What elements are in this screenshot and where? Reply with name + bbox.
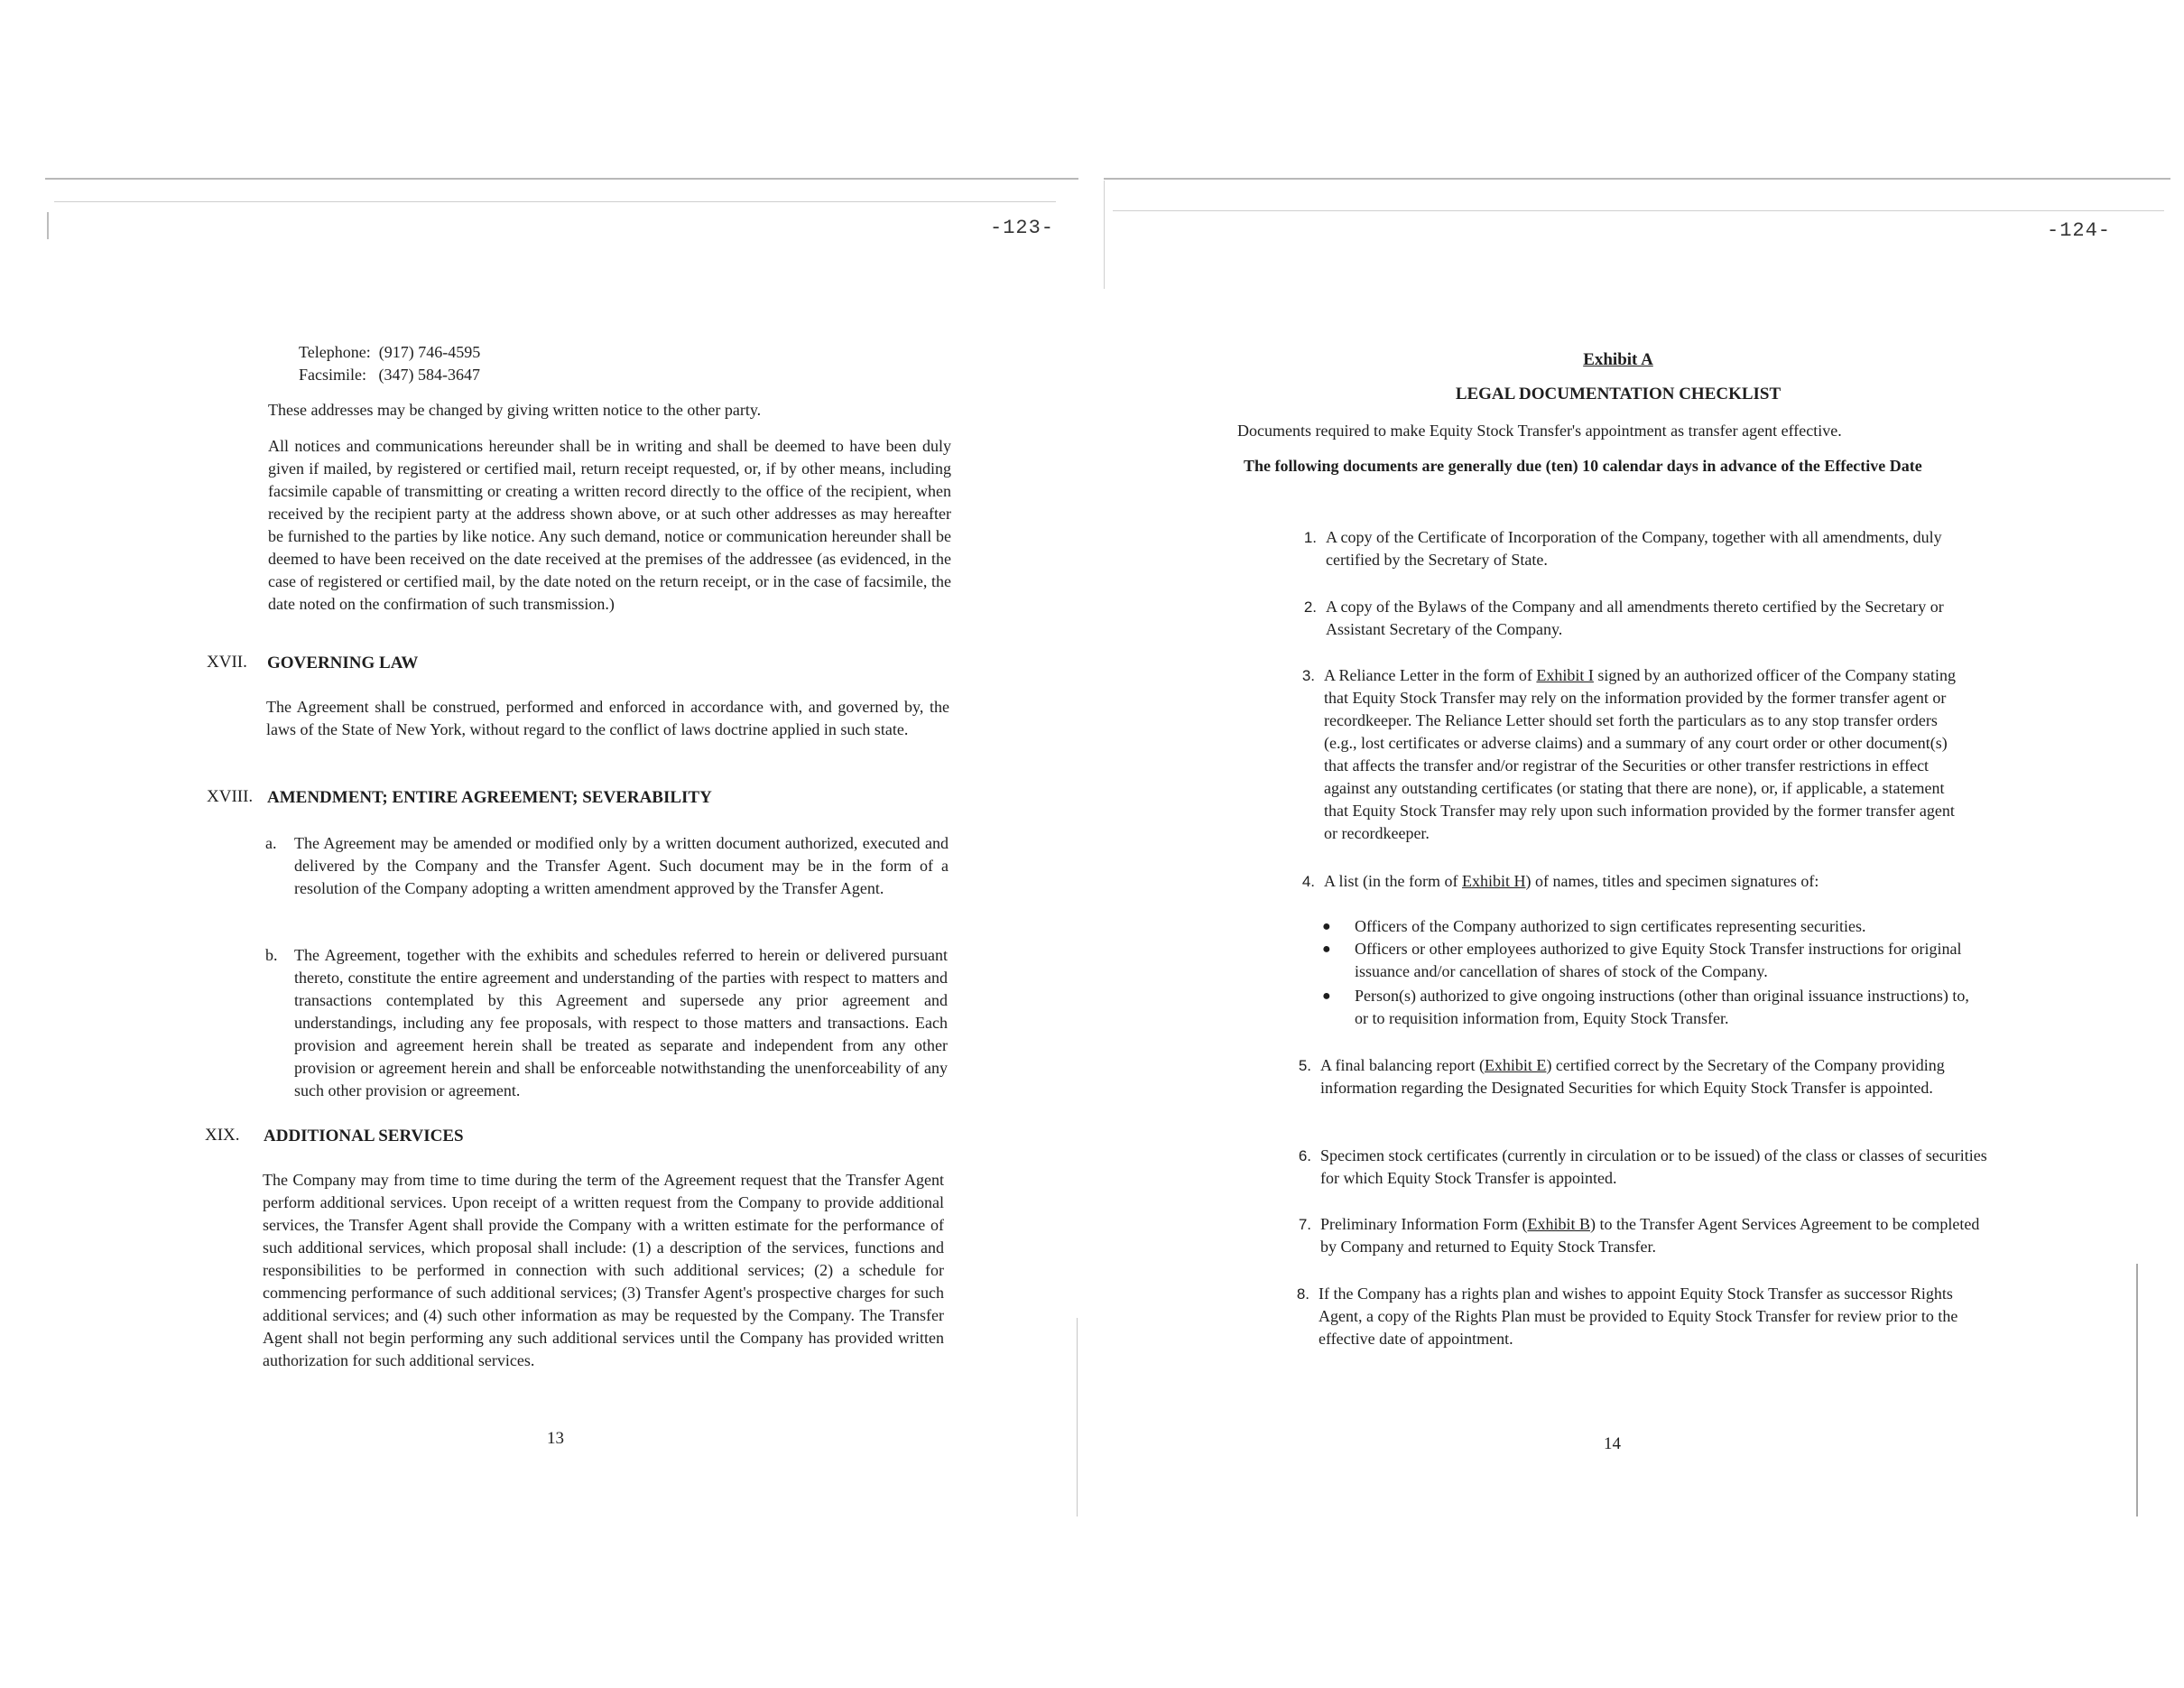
notices-paragraph: All notices and communications hereunder shall be in writing and shall be deemed to have been duly given if mailed, by registered or certified mail, return receipt requested, or, if by other means, including facsimile capable of transmitting or creating a written record directly to the office of the recipient, when received by the recipient party at the address shown above, or at such other addresses as may hereafter be furnished to the parties by like notice. Any such demand, notice or communication hereunder shall be deemed to have been received on the date received at the premises of the addressee (as evidenced, in the case of registered or certified mail, by the date noted on the return receipt, or in the case of facsimile, the date noted on the confirmation of such transmission.) (268, 437, 951, 613)
item-text-part: A Reliance Letter in the form of (1324, 666, 1537, 684)
item-text (1324, 870, 1974, 893)
exhibit-reference: Exhibit B (1527, 1215, 1590, 1233)
telephone-line: Telephone: (917) 746-4595 (299, 343, 481, 361)
item-number: 4. (1301, 873, 1315, 890)
exhibit-title: Exhibit A (1583, 350, 1653, 369)
facsimile-line: Facsimile: (347) 584-3647 (299, 366, 480, 384)
bullet-text: Officers or other employees authorized to give Equity Stock Transfer instructions for original issuance and/or cancellation of shares of stock of the Company. (1355, 940, 1962, 980)
item-text-part: ) to the Transfer Agent Services Agreement to be completed by Company and returned to Equity Stock Transfer. (1320, 1215, 1980, 1256)
item-text: A copy of the Bylaws of the Company and all amendments thereto certified by the Secretary or Assistant Secretary of the Company. (1326, 598, 1944, 638)
bullet-text: Person(s) authorized to give ongoing instructions (other than original issuance instructions) to, or to requisition information from, Equity Stock Transfer. (1355, 987, 1969, 1027)
section-heading: AMENDMENT; ENTIRE AGREEMENT; SEVERABILITY (267, 788, 712, 807)
section-numeral: XIX. (205, 1126, 240, 1145)
due-note: The following documents are generally due (ten) 10 calendar days in advance of the Effective Date (1244, 457, 1922, 475)
scan-edge-line (1104, 178, 2170, 180)
item-label: a. (265, 834, 277, 852)
bullet-dot: ● (1322, 988, 1331, 1004)
section-heading: ADDITIONAL SERVICES (264, 1127, 464, 1145)
exhibit-reference: Exhibit H (1461, 872, 1526, 890)
section-heading: GOVERNING LAW (267, 654, 419, 672)
item-text: Specimen stock certificates (currently in circulation or to be issued) of the class or classes of securities for which Equity Stock Transfer is appointed. (1320, 1146, 1987, 1187)
bottom-page-number: 14 (1604, 1434, 1621, 1453)
item-text (1320, 1213, 1985, 1258)
addresses-note: These addresses may be changed by giving written notice to the other party. (268, 401, 762, 419)
page-divider (1077, 1318, 1078, 1516)
item-number: 2. (1303, 598, 1317, 616)
amendment-item-a: The Agreement may be amended or modified only by a written document authorized, executed and delivered by the Company and the Transfer Agent. Such document may be in the form of a resolution of the Company adopting a written amendment approved by the Transfer Agent. (294, 834, 949, 897)
bullet-text: Officers of the Company authorized to sign certificates representing securities. (1355, 917, 1866, 935)
bullet-dot: ● (1322, 941, 1331, 957)
scan-edge-vertical (47, 212, 49, 239)
item-text-part: signed by an authorized officer of the Company stating that Equity Stock Transfer may rely on the information provided by the former transfer agent or recordkeeper. The Reliance Letter should set forth the particulars as to any stop transfer orders (e.g., lost certificates or adverse claims) and a summary of any court order or other document(s) that affects the transfer and/or registrar of the Securities or other transfer restrictions in effect against any outstanding certificates (or stating that there are none), or, if applicable, a statement that Equity Stock Transfer may rely upon such information provided by the former transfer agent or recordkeeper. (1324, 666, 1956, 842)
exhibit-reference: Exhibit E (1484, 1056, 1547, 1074)
top-page-number: -124- (2047, 219, 2112, 242)
item-number: 8. (1296, 1285, 1309, 1303)
item-text (1324, 664, 1970, 845)
scan-edge-vertical (1104, 181, 1105, 289)
checklist-title: LEGAL DOCUMENTATION CHECKLIST (1455, 385, 1781, 403)
right-page (1078, 0, 2184, 1688)
bullet-dot: ● (1322, 919, 1331, 934)
item-text: A copy of the Certificate of Incorporation of the Company, together with all amendments, duly certified by the Secretary of State. (1326, 528, 1942, 569)
item-text: If the Company has a rights plan and wishes to appoint Equity Stock Transfer as successor Rights Agent, a copy of the Rights Plan must be provided to Equity Stock Transfer for review prior to the effective date of appointment. (1319, 1285, 1958, 1348)
checklist-intro: Documents required to make Equity Stock Transfer's appointment as transfer agent effective. (1237, 422, 1842, 440)
item-text-part: A final balancing report ( (1320, 1056, 1485, 1074)
item-text-part: ) certified correct by the Secretary of the Company providing information regarding the Designated Securities for which Equity Stock Transfer is appointed. (1320, 1056, 1945, 1097)
scan-edge-vertical (2136, 1264, 2138, 1516)
item-number: 3. (1301, 667, 1315, 684)
amendment-item-b: The Agreement, together with the exhibits and schedules referred to herein or delivered pursuant thereto, constitute the entire agreement and understanding of the parties with respect to matters and transactions contemplated by this Agreement and supersede any prior agreement and understandings, including any fee proposals, with respect to those matters and transactions. Each provision and agreement herein shall be treated as separate and independent from any other provision or agreement herein and shall be enforceable notwithstanding the unenforceability of any such other provision or agreement. (294, 946, 948, 1099)
item-number: 1. (1303, 529, 1317, 546)
section-numeral: XVII. (207, 653, 247, 672)
scan-edge-line (1113, 210, 2164, 211)
scan-edge-line (45, 178, 1078, 180)
item-number: 5. (1298, 1057, 1311, 1074)
exhibit-reference: Exhibit I (1536, 666, 1594, 684)
item-text-part: Preliminary Information Form ( (1320, 1215, 1528, 1233)
item-number: 7. (1298, 1216, 1311, 1233)
left-page (0, 0, 1078, 1688)
governing-law-body: The Agreement shall be construed, performed and enforced in accordance with, and governed by, the laws of the State of New York, without regard to the conflict of laws doctrine applied in such state. (266, 698, 949, 738)
section-numeral: XVIII. (207, 787, 254, 806)
item-label: b. (265, 946, 278, 964)
item-text (1320, 1054, 1981, 1099)
item-number: 6. (1298, 1147, 1311, 1164)
additional-services-body: The Company may from time to time during the term of the Agreement request that the Transfer Agent perform additional services. Upon receipt of a written request from the Company to provide additional services, the Transfer Agent shall provide the Company with a written estimate for the performance of such additional services, which proposal shall include: (1) a description of the services, functions and responsibilities to be performed in connection with such additional services; (2) a schedule for commencing performance of such additional services; (3) Transfer Agent's prospective charges for such additional services; and (4) such other information as may be requested by the Company. The Transfer Agent shall not begin performing any such additional services until the Company has provided written authorization for such additional services. (263, 1171, 944, 1369)
top-page-number: -123- (990, 217, 1055, 239)
item-text-part: ) of names, titles and specimen signatures of: (1525, 872, 1819, 890)
item-text-part: A list (in the form of (1324, 872, 1462, 890)
scan-edge-line (54, 201, 1056, 202)
bottom-page-number: 13 (547, 1429, 564, 1448)
